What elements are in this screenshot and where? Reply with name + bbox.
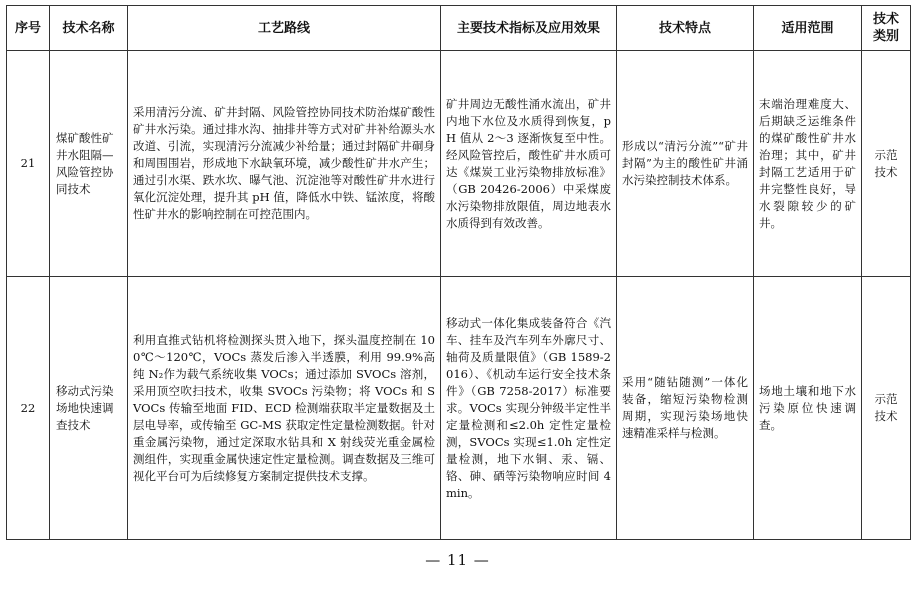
row-process: 采用清污分流、矿井封隔、风险管控协同技术防治煤矿酸性矿井水污染。通过排水沟、抽排井等方式对矿井补给源头水改道、引流，实现清污分流减少补给量；通过封隔矿井硐身和周围围岩，形成地下水缺氧环境，减少酸性矿井水产生；通过引水渠、跌水坎、曝气池、沉淀池等对酸性矿井水进行氧化沉淀处理，提升其 pH 值，降低水中铁、锰浓度，将酸性矿井水的影响控制在可控范围内。 — [133, 105, 435, 221]
header-effect: 主要技术指标及应用效果 — [441, 6, 617, 51]
cell-features — [617, 277, 754, 540]
cell-effect — [441, 277, 617, 540]
cell-scope — [754, 51, 862, 277]
row-features: 形成以“清污分流”“矿井封隔”为主的酸性矿井涌水污染控制技术体系。 — [622, 139, 748, 187]
row-seq: 21 — [20, 156, 36, 170]
row-seq: 22 — [20, 400, 36, 415]
header-seq: 序号 — [7, 6, 50, 51]
row-category: 示范技术 — [874, 392, 898, 423]
table-header-row — [7, 6, 911, 51]
header-category — [862, 6, 911, 51]
row-name: 煤矿酸性矿井水阻隔—风险管控协同技术 — [56, 130, 114, 196]
cell-seq — [7, 51, 50, 277]
page-number: — 11 — — [425, 551, 490, 569]
cell-seq — [7, 277, 50, 540]
header-name: 技术名称 — [50, 6, 128, 51]
header-category-text: 技术类别 — [872, 12, 899, 44]
table-row — [7, 277, 911, 540]
row-scope: 末端治理难度大、后期缺乏运维条件的煤矿酸性矿井水治理；其中，矿井封隔工艺适用于矿井完整性良好，导水裂隙较少的矿井。 — [759, 96, 856, 230]
cell-features — [617, 51, 754, 277]
cell-effect — [441, 51, 617, 277]
cell-category — [862, 51, 911, 277]
row-scope: 场地土壤和地下水污染原位快速调查。 — [759, 383, 856, 432]
row-process: 利用直推式钻机将检测探头贯入地下，探头温度控制在 100℃～120℃，VOCs 蒸发后渗入半透膜，利用 99.9%高纯 N₂作为载气系统收集 VOCs；通过添加 SVOCs 溶剂，采用顶空吹扫技术，收集 SVOCs 污染物；将 VOCs 和 SVOCs 传输至地面 FID、ECD 检测端获取半定量数据及土层电导率，或传输至 GC-MS 获取定性定量检测数据。针对重金属污染物，通过定深取水钻具和 X 射线荧光重金属检测组件，实现重金属快速定性定量检测。调查数据及三维可视化平台可为后续修复方案制定提供技术支撑。 — [133, 332, 435, 483]
cell-category — [862, 277, 911, 540]
cell-scope — [754, 277, 862, 540]
row-features: 采用“随钻随测”一体化装备，缩短污染物检测周期，实现污染场地快速精准采样与检测。 — [622, 375, 748, 440]
cell-process — [128, 277, 441, 540]
row-category: 示范技术 — [874, 147, 898, 179]
header-process: 工艺路线 — [128, 6, 441, 51]
header-features: 技术特点 — [617, 6, 754, 51]
row-effect: 移动式一体化集成装备符合《汽车、挂车及汽车列车外廓尺寸、轴荷及质量限值》（GB 1589-2016）、《机动车运行安全技术条件》（GB 7258-2017）标准要求。VOCs 实现分钟级半定性半定量检测和≤2.0h 定性定量检测，SVOCs 实现≤1.0h 定性定量检测，地下水铜、汞、镉、铬、砷、硒等污染物响应时间 4min。 — [446, 315, 611, 500]
row-name: 移动式污染场地快速调查技术 — [56, 383, 114, 432]
cell-process — [128, 51, 441, 277]
header-scope: 适用范围 — [754, 6, 862, 51]
technology-table — [6, 5, 911, 540]
row-effect: 矿井周边无酸性涌水流出，矿井内地下水位及水质得到恢复，pH 值从 2～3 逐渐恢复至中性。经风险管控后，酸性矿井水质可达《煤炭工业污染物排放标准》（GB 20426-2006）中采煤废水污染物排放限值，周边地表水水质得到有效改善。 — [446, 96, 611, 230]
cell-name — [50, 51, 128, 277]
table-row — [7, 51, 911, 277]
cell-name — [50, 277, 128, 540]
